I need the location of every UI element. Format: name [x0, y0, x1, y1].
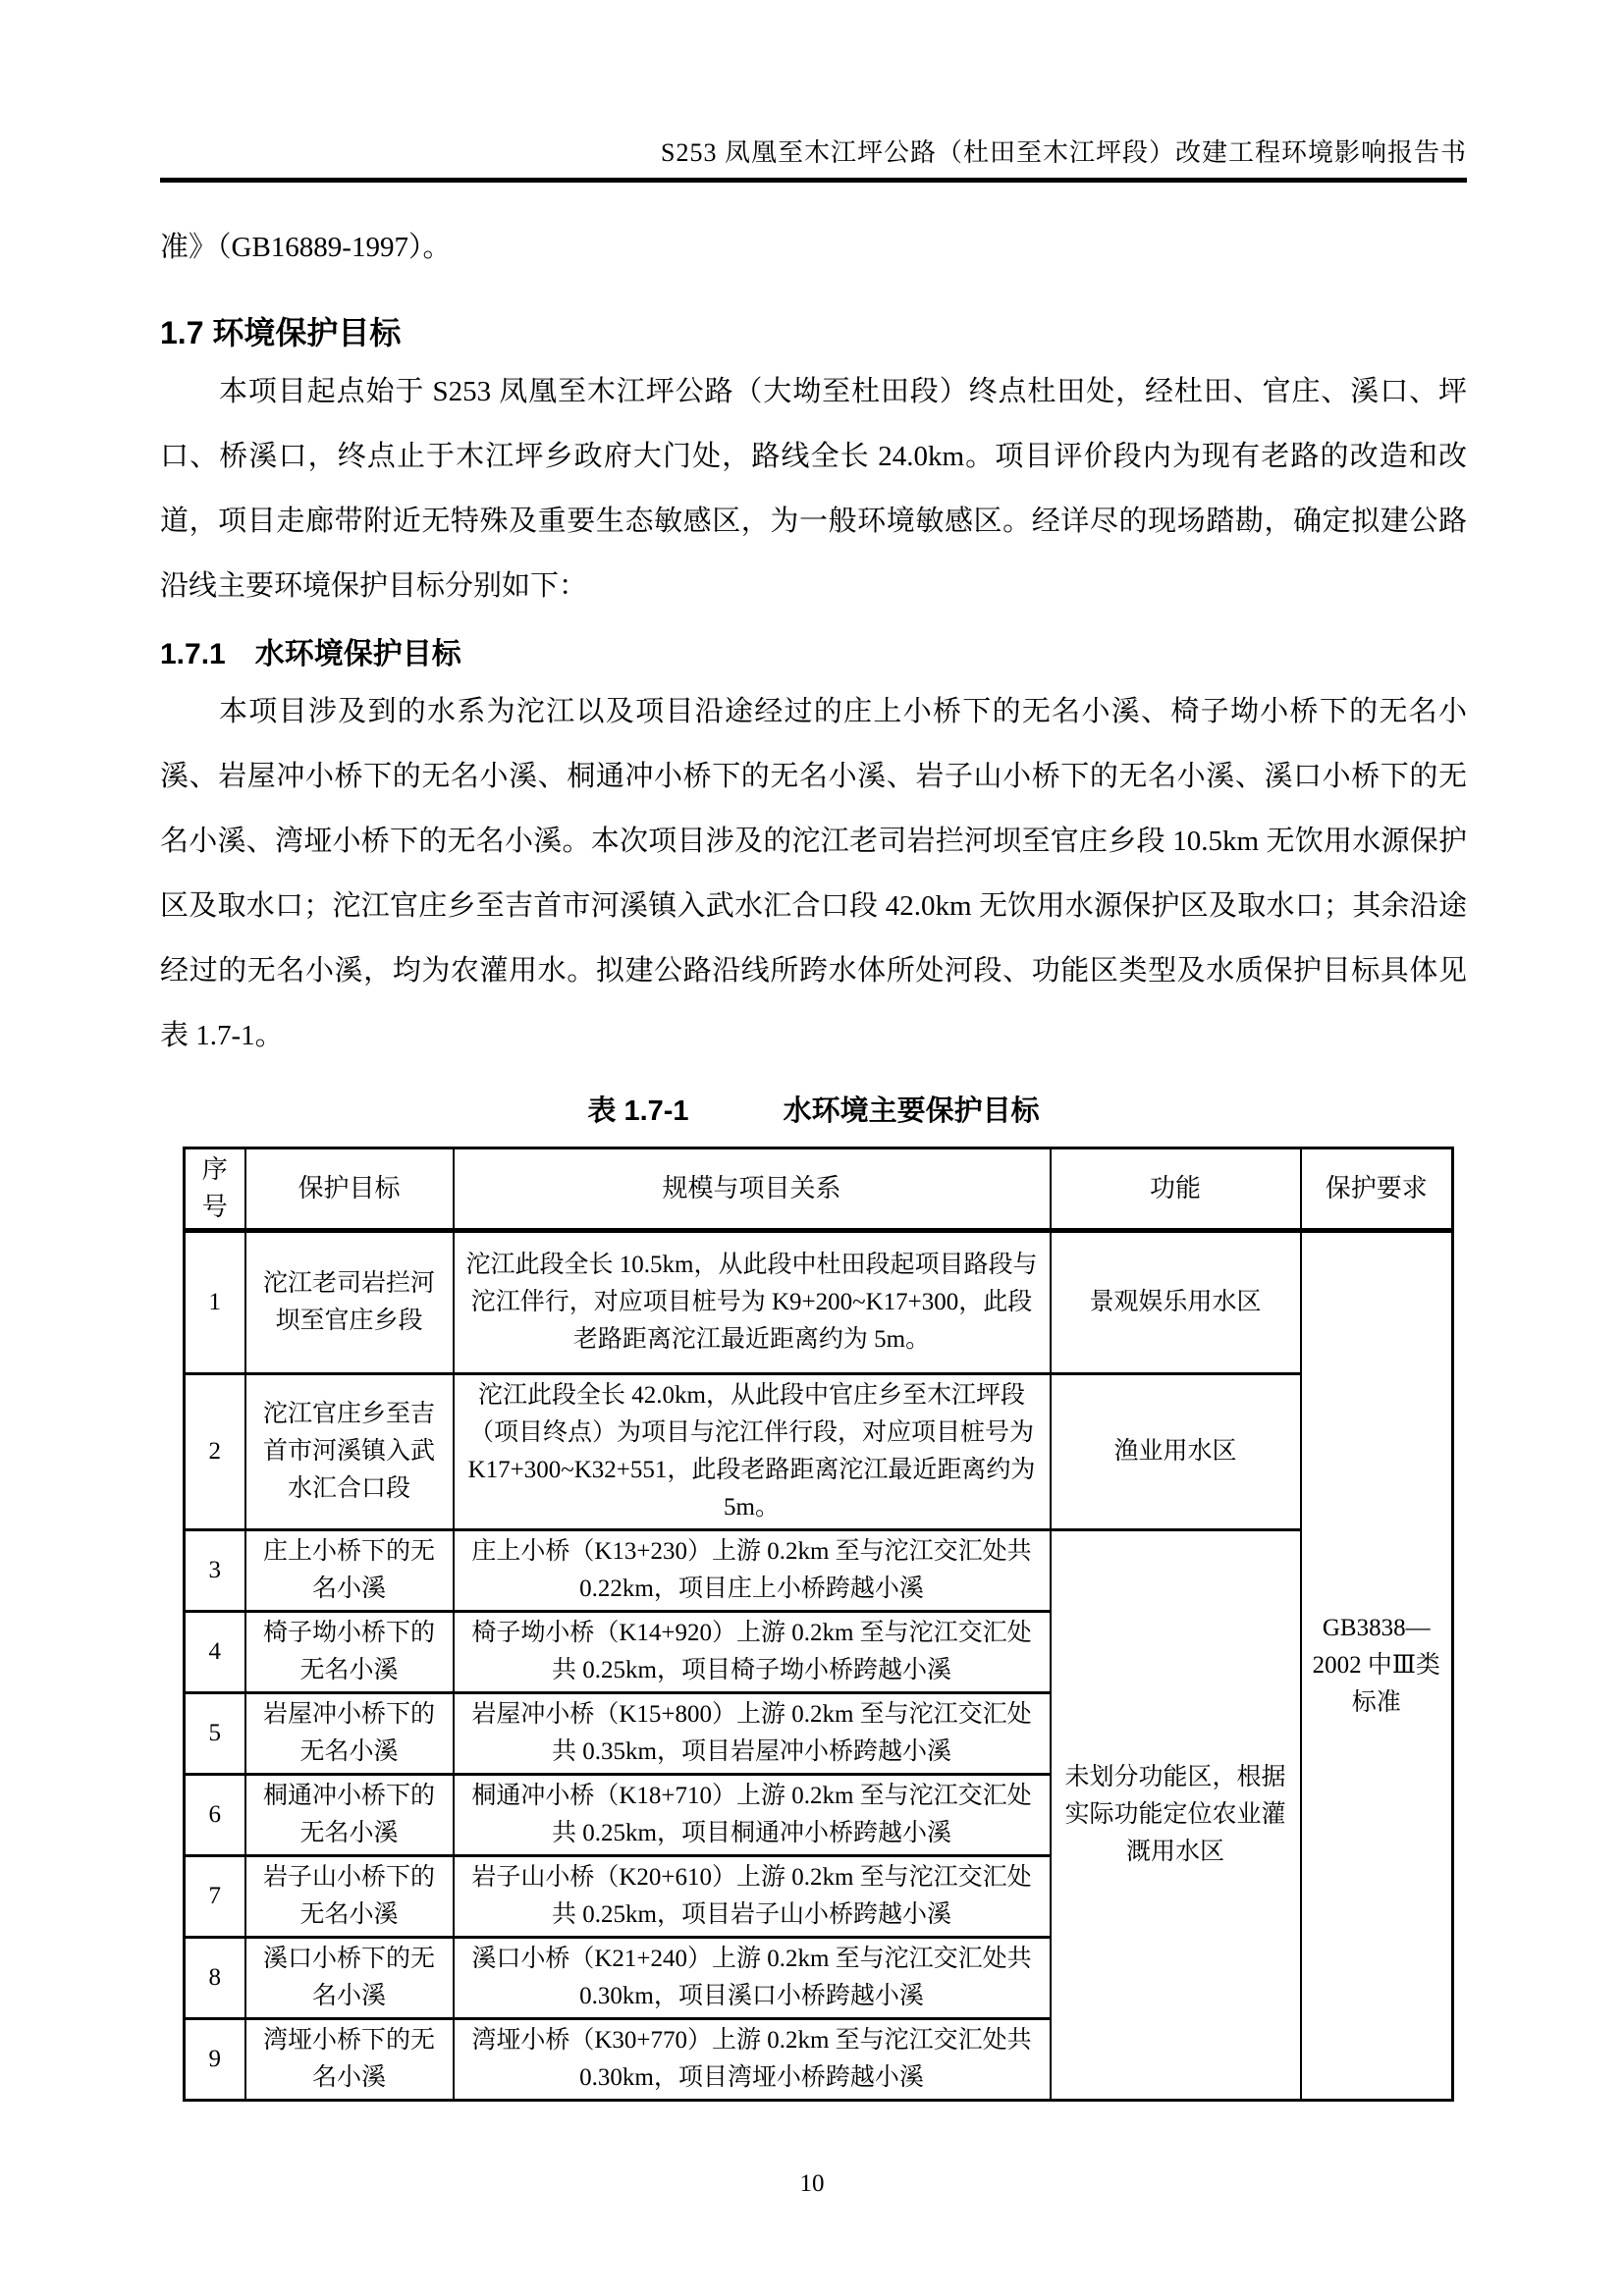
- cell-target: 沱江官庄乡至吉首市河溪镇入武水汇合口段: [245, 1374, 454, 1530]
- cell-function: 景观娱乐用水区: [1051, 1231, 1301, 1374]
- column-header-relation: 规模与项目关系: [454, 1148, 1051, 1231]
- cell-target: 桐通冲小桥下的无名小溪: [245, 1775, 454, 1856]
- cell-no: 5: [185, 1693, 245, 1775]
- cell-relation: 溪口小桥（K21+240）上游 0.2km 至与沱江交汇处共 0.30km，项目溪口小桥跨越小溪: [454, 1938, 1051, 2019]
- cell-relation: 沱江此段全长 10.5km，从此段中杜田段起项目路段与沱江伴行，对应项目桩号为 K9+200~K17+300，此段老路距离沱江最近距离约为 5m。: [454, 1231, 1051, 1374]
- cell-no: 9: [185, 2019, 245, 2101]
- table-caption-label: 表 1.7-1: [587, 1095, 689, 1127]
- cell-target: 岩子山小桥下的无名小溪: [245, 1856, 454, 1938]
- cell-target: 溪口小桥下的无名小溪: [245, 1938, 454, 2019]
- section-heading-1-7-1: 1.7.1 水环境保护目标: [160, 638, 461, 670]
- cell-relation: 岩子山小桥（K20+610）上游 0.2km 至与沱江交汇处共 0.25km，项目岩子山小桥跨越小溪: [454, 1856, 1051, 1938]
- cell-no: 6: [185, 1775, 245, 1856]
- page-footer: [0, 2170, 1624, 2198]
- cell-requirement-merged: GB3838—2002 中Ⅲ类标准: [1301, 1231, 1453, 2101]
- cell-no: 4: [185, 1612, 245, 1693]
- column-header-function: 功能: [1051, 1148, 1301, 1231]
- paragraph-continuation: 准》（GB16889-1997）。: [160, 232, 452, 263]
- table-header-row: [185, 1148, 1453, 1231]
- paragraph-water-targets: 本项目涉及到的水系为沱江以及项目沿途经过的庄上小桥下的无名小溪、椅子坳小桥下的无名小溪、岩屋冲小桥下的无名小溪、桐通冲小桥下的无名小溪、岩子山小桥下的无名小溪、溪口小桥下的无名小溪、湾垭小桥下的无名小溪。本次项目涉及的沱江老司岩拦河坝至官庄乡段 10.5km 无饮用水源保护区及取水口；沱江官庄乡至吉首市河溪镇入武水汇合口段 42.0km 无饮用水源保护区及取水口；其余沿途经过的无名小溪，均为农灌用水。拟建公路沿线所跨水体所处河段、功能区类型及水质保护目标具体见表 1.7-1。: [160, 696, 1467, 1051]
- cell-relation: 岩屋冲小桥（K15+800）上游 0.2km 至与沱江交汇处共 0.35km，项目岩屋冲小桥跨越小溪: [454, 1693, 1051, 1775]
- running-header: [160, 137, 1467, 183]
- cell-target: 庄上小桥下的无名小溪: [245, 1530, 454, 1612]
- column-header-requirement: 保护要求: [1301, 1148, 1453, 1231]
- page-number: 10: [799, 2170, 825, 2197]
- cell-target: 椅子坳小桥下的无名小溪: [245, 1612, 454, 1693]
- cell-no: 8: [185, 1938, 245, 2019]
- cell-no: 3: [185, 1530, 245, 1612]
- table-row: [185, 1374, 1453, 1530]
- cell-function-merged: 未划分功能区，根据实际功能定位农业灌溉用水区: [1051, 1530, 1301, 2101]
- header-rule: [160, 178, 1467, 183]
- cell-function: 渔业用水区: [1051, 1374, 1301, 1530]
- table-caption: [160, 1090, 1467, 1133]
- table-row: [185, 1231, 1453, 1374]
- cell-no: 1: [185, 1231, 245, 1374]
- table-caption-title: 水环境主要保护目标: [783, 1095, 1040, 1127]
- paragraph-project-overview: 本项目起点始于 S253 凤凰至木江坪公路（大坳至杜田段）终点杜田处，经杜田、官庄、溪口、坪口、桥溪口，终点止于木江坪乡政府大门处，路线全长 24.0km。项目评价段内为现有老路的改造和改道，项目走廊带附近无特殊及重要生态敏感区，为一般环境敏感区。经详尽的现场踏勘，确定拟建公路沿线主要环境保护目标分别如下：: [160, 376, 1467, 602]
- cell-relation: 椅子坳小桥（K14+920）上游 0.2km 至与沱江交汇处共 0.25km，项目椅子坳小桥跨越小溪: [454, 1612, 1051, 1693]
- cell-target: 岩屋冲小桥下的无名小溪: [245, 1693, 454, 1775]
- cell-no: 7: [185, 1856, 245, 1938]
- cell-target: 湾垭小桥下的无名小溪: [245, 2019, 454, 2101]
- cell-relation: 桐通冲小桥（K18+710）上游 0.2km 至与沱江交汇处共 0.25km，项目桐通冲小桥跨越小溪: [454, 1775, 1051, 1856]
- column-header-target: 保护目标: [245, 1148, 454, 1231]
- cell-relation: 湾垭小桥（K30+770）上游 0.2km 至与沱江交汇处共 0.30km，项目湾垭小桥跨越小溪: [454, 2019, 1051, 2101]
- cell-relation: 庄上小桥（K13+230）上游 0.2km 至与沱江交汇处共 0.22km，项目庄上小桥跨越小溪: [454, 1530, 1051, 1612]
- column-header-no: 序号: [185, 1148, 245, 1231]
- table-row: [185, 1530, 1453, 1612]
- section-heading-1-7: 1.7 环境保护目标: [160, 315, 402, 350]
- cell-relation: 沱江此段全长 42.0km，从此段中官庄乡至木江坪段（项目终点）为项目与沱江伴行段，对应项目桩号为 K17+300~K32+551，此段老路距离沱江最近距离约为 5m。: [454, 1374, 1051, 1530]
- water-protection-table: [183, 1147, 1454, 2102]
- cell-no: 2: [185, 1374, 245, 1530]
- cell-target: 沱江老司岩拦河坝至官庄乡段: [245, 1231, 454, 1374]
- running-header-title: S253 凤凰至木江坪公路（杜田至木江坪段）改建工程环境影响报告书: [661, 138, 1467, 167]
